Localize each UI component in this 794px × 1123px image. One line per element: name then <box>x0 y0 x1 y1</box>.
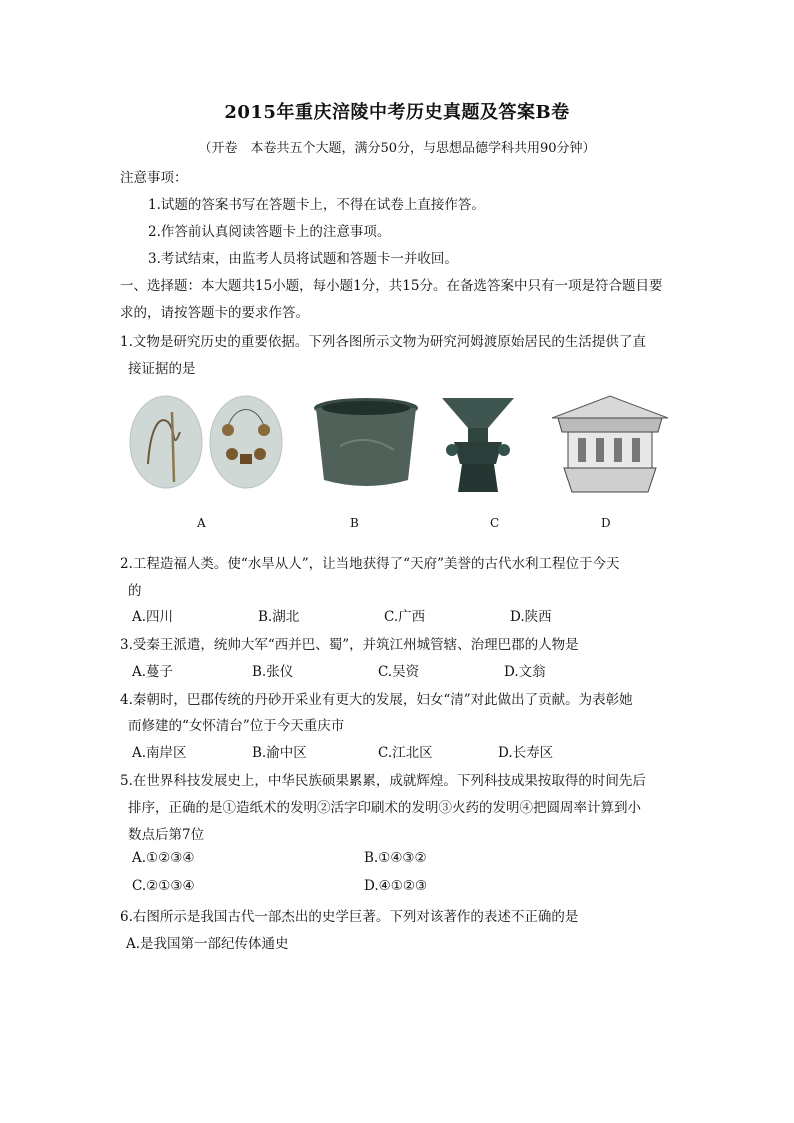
bead <box>254 448 266 460</box>
plate-left <box>130 396 202 488</box>
zun-neck <box>468 428 488 442</box>
exam-title: 2015年重庆涪陵中考历史真题及答案B卷 <box>224 102 570 123</box>
bead <box>222 424 234 436</box>
section-heading-cont: 求的，请按答题卡的要求作答。 <box>120 305 309 321</box>
base <box>564 468 656 492</box>
zun-body <box>454 442 502 464</box>
question-4-option-a: A.南岸区 <box>132 745 187 761</box>
notice-heading: 注意事项： <box>120 170 188 186</box>
figure-b-stone-vessel <box>310 392 422 496</box>
pillar <box>614 438 622 462</box>
question-3-option-c: C.吴资 <box>378 664 420 680</box>
question-1-stem: 1.文物是研究历史的重要依据。下列各图所示文物为研究河姆渡原始居民的生活提供了直 <box>120 334 646 350</box>
figure-label-a: A <box>197 516 206 530</box>
question-6-stem: 6.右图所示是我国古代一部杰出的史学巨著。下列对该著作的表述不正确的是 <box>120 909 579 925</box>
exam-subtitle: （开卷 本卷共五个大题，满分50分，与思想品德学科共用90分钟） <box>198 141 596 156</box>
question-4-option-c: C.江北区 <box>378 745 433 761</box>
vessel-body <box>316 408 416 486</box>
question-5-stem-cont: 数点后第7位 <box>128 827 205 843</box>
vessel-opening <box>322 401 410 415</box>
zun-mouth <box>442 398 514 428</box>
notice-item: 3.考试结束，由监考人员将试题和答题卡一并收回。 <box>148 251 458 267</box>
question-5-stem: 5.在世界科技发展史上，中华民族硕果累累，成就辉煌。下列科技成果按取得的时间先后 <box>120 773 646 789</box>
question-2-option-c: C.广西 <box>384 609 426 625</box>
question-2-stem-cont: 的 <box>128 583 142 599</box>
zun-foot <box>458 464 498 492</box>
ram-head <box>498 444 510 456</box>
roof <box>552 396 668 418</box>
section-heading: 一、选择题：本大题共15小题，每小题1分，共15分。在备选答案中只有一项是符合题目要 <box>120 278 663 294</box>
question-4-option-b: B.渝中区 <box>252 745 307 761</box>
figure-c-bronze-zun <box>438 392 518 496</box>
question-1-stem-cont: 接证据的是 <box>128 361 196 377</box>
notice-item: 1.试题的答案书写在答题卡上，不得在试卷上直接作答。 <box>148 197 485 213</box>
question-2-option-a: A.四川 <box>132 609 174 625</box>
question-5-option-b: B.①④③② <box>364 850 427 866</box>
question-5-option-d: D.④①②③ <box>364 878 428 894</box>
eaves <box>558 418 662 432</box>
figure-label-b: B <box>350 516 359 530</box>
question-2-stem: 2.工程造福人类。使“水旱从人”，让当地获得了“天府”美誉的古代水利工程位于今天 <box>120 556 620 572</box>
figure-label-d: D <box>601 516 611 530</box>
question-4-stem-cont: 而修建的“女怀清台”位于今天重庆市 <box>128 718 345 734</box>
question-3-stem: 3.受秦王派遣，统帅大军“西并巴、蜀”，并筑江州城管辖、治理巴郡的人物是 <box>120 637 579 653</box>
figure-d-dwelling-model <box>548 392 672 496</box>
pillar <box>596 438 604 462</box>
question-2-option-b: B.湖北 <box>258 609 300 625</box>
question-2-option-d: D.陕西 <box>510 609 552 625</box>
question-3-option-a: A.蔓子 <box>132 664 174 680</box>
pillar <box>578 438 586 462</box>
bead <box>240 454 252 464</box>
bead <box>226 448 238 460</box>
question-1-figures <box>120 392 680 502</box>
figure-a-bone-needle-and-necklace <box>128 392 288 496</box>
question-4-option-d: D.长寿区 <box>498 745 554 761</box>
question-6-option-a: A.是我国第一部纪传体通史 <box>126 936 289 952</box>
notice-item: 2.作答前认真阅读答题卡上的注意事项。 <box>148 224 391 240</box>
question-5-stem-cont: 排序，正确的是①造纸术的发明②活字印刷术的发明③火药的发明④把圆周率计算到小 <box>128 800 641 816</box>
ram-head <box>446 444 458 456</box>
question-3-option-b: B.张仪 <box>252 664 294 680</box>
bead <box>258 424 270 436</box>
figure-label-c: C <box>490 516 500 530</box>
question-4-stem: 4.秦朝时，巴郡传统的丹砂开采业有更大的发展，妇女“清”对此做出了贡献。为表彰她 <box>120 692 633 708</box>
question-3-option-d: D.文翁 <box>504 664 546 680</box>
pillar <box>632 438 640 462</box>
question-5-option-c: C.②①③④ <box>132 878 195 894</box>
question-5-option-a: A.①②③④ <box>132 850 195 866</box>
